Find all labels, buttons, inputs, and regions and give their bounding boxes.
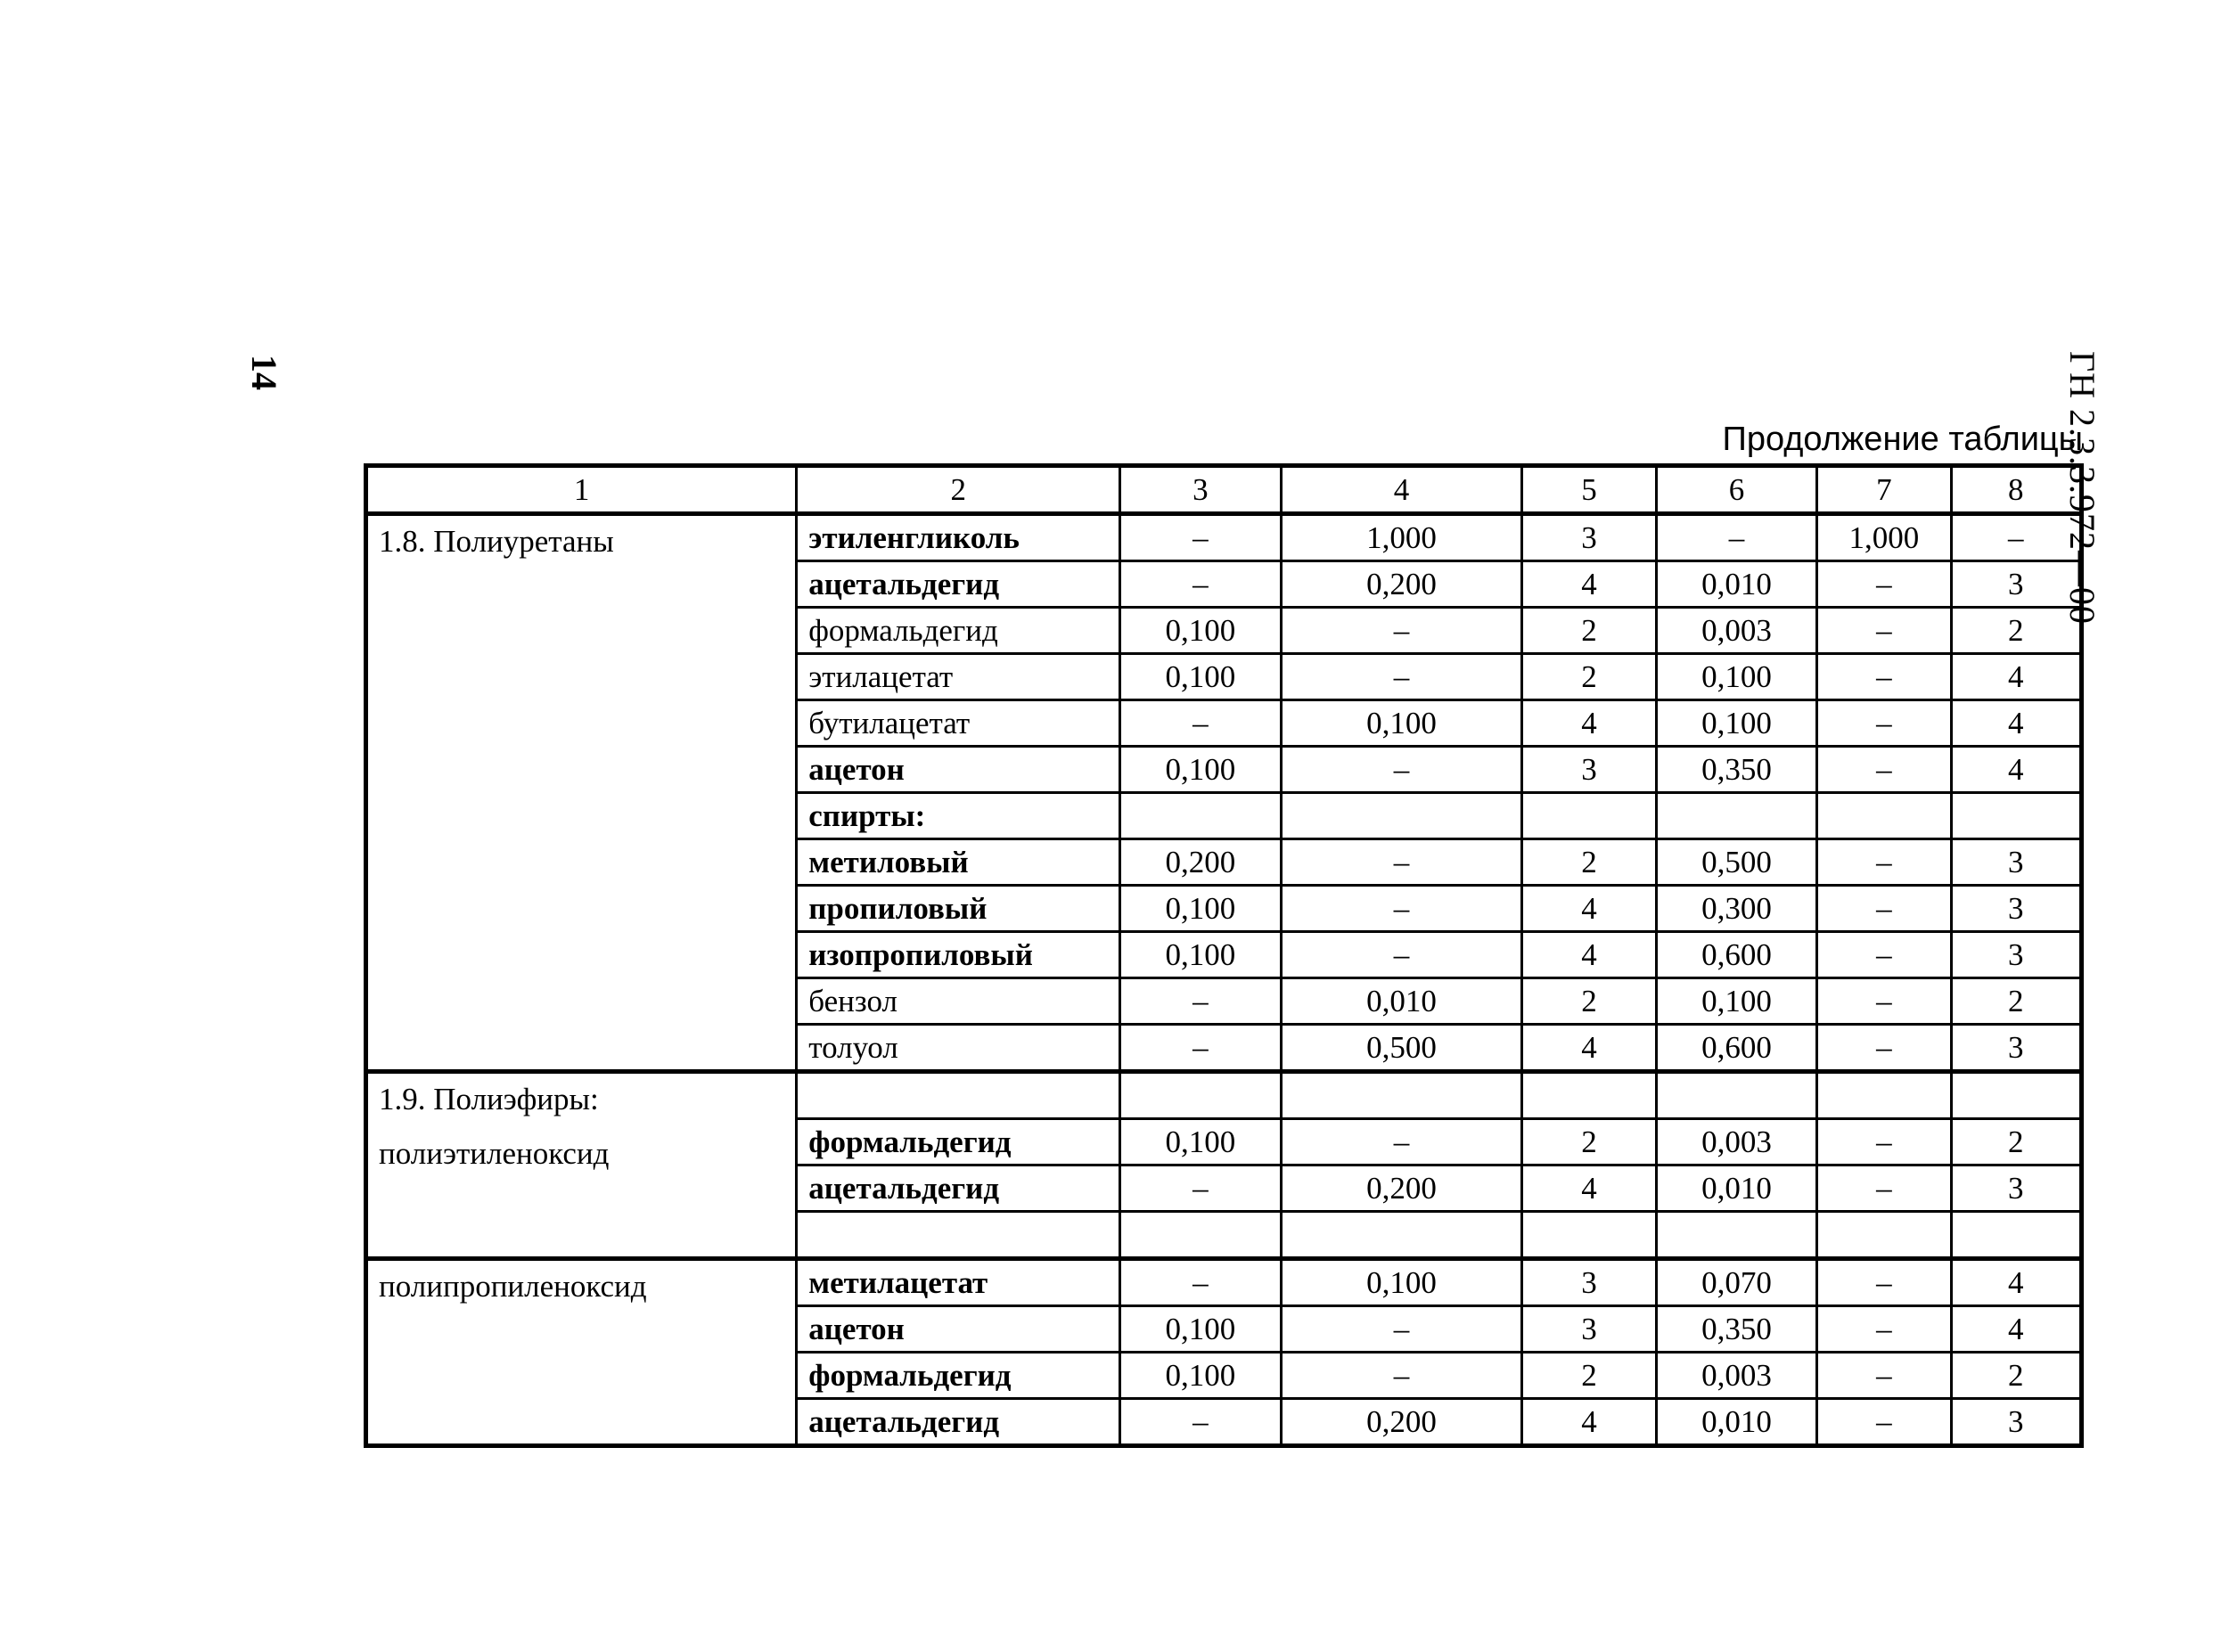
group-label: 1.8. Полиуретаны	[379, 524, 614, 559]
value-cell-c7: –	[1817, 700, 1951, 747]
value-cell-c7	[1817, 793, 1951, 839]
value-cell-c3: –	[1120, 1399, 1281, 1446]
substance-name-cell: изопропиловый	[797, 932, 1120, 978]
header-cell: 7	[1817, 466, 1951, 514]
value-cell-c8: –	[1951, 514, 2081, 561]
substance-name-cell	[797, 1212, 1120, 1259]
value-cell-c6	[1656, 1212, 1816, 1259]
value-cell-c8: 2	[1951, 1119, 2081, 1165]
value-cell-c3: 0,100	[1120, 654, 1281, 700]
value-cell-c8: 2	[1951, 608, 2081, 654]
substance-name-cell: этиленгликоль	[797, 514, 1120, 561]
substance-name-cell: этилацетат	[797, 654, 1120, 700]
value-cell-c4: –	[1281, 1306, 1522, 1353]
substance-name-cell: бутилацетат	[797, 700, 1120, 747]
value-cell-c7: –	[1817, 561, 1951, 608]
value-cell-c6: 0,070	[1656, 1259, 1816, 1306]
value-cell-c5: 2	[1522, 608, 1656, 654]
value-cell-c7: –	[1817, 932, 1951, 978]
value-cell-c3: 0,100	[1120, 932, 1281, 978]
substance-name-cell: метилацетат	[797, 1259, 1120, 1306]
value-cell-c7: –	[1817, 1165, 1951, 1212]
value-cell-c4: 0,200	[1281, 1399, 1522, 1446]
value-cell-c3: 0,100	[1120, 1353, 1281, 1399]
value-cell-c6: 0,010	[1656, 1399, 1816, 1446]
value-cell-c6: 0,350	[1656, 747, 1816, 793]
group-label: полиэтиленоксид	[379, 1136, 610, 1171]
value-cell-c7: 1,000	[1817, 514, 1951, 561]
value-cell-c8: 4	[1951, 654, 2081, 700]
value-cell-c6	[1656, 793, 1816, 839]
value-cell-c7: –	[1817, 1119, 1951, 1165]
table-caption: Продолжение таблицы	[1722, 421, 2083, 458]
value-cell-c5: 4	[1522, 700, 1656, 747]
value-cell-c6	[1656, 1072, 1816, 1119]
value-cell-c3: 0,100	[1120, 1306, 1281, 1353]
substance-name-cell: формальдегид	[797, 608, 1120, 654]
header-cell: 2	[797, 466, 1120, 514]
substance-name-cell: формальдегид	[797, 1353, 1120, 1399]
value-cell-c4: –	[1281, 932, 1522, 978]
value-cell-c6: 0,003	[1656, 1353, 1816, 1399]
value-cell-c8: 4	[1951, 1306, 2081, 1353]
value-cell-c4	[1281, 1072, 1522, 1119]
value-cell-c5: 2	[1522, 839, 1656, 886]
value-cell-c4: –	[1281, 1119, 1522, 1165]
value-cell-c5: 3	[1522, 747, 1656, 793]
substance-name-cell: метиловый	[797, 839, 1120, 886]
value-cell-c4: –	[1281, 1353, 1522, 1399]
value-cell-c4: –	[1281, 839, 1522, 886]
substance-name-cell: ацетальдегид	[797, 561, 1120, 608]
value-cell-c8: 3	[1951, 561, 2081, 608]
value-cell-c4	[1281, 1212, 1522, 1259]
document-code: ГН 2.3.3.972—00	[2062, 351, 2102, 626]
value-cell-c5: 2	[1522, 1353, 1656, 1399]
value-cell-c3: –	[1120, 978, 1281, 1025]
header-cell: 8	[1951, 466, 2081, 514]
value-cell-c4: –	[1281, 886, 1522, 932]
value-cell-c5: 4	[1522, 561, 1656, 608]
substance-name-cell	[797, 1072, 1120, 1119]
header-cell: 1	[366, 466, 797, 514]
value-cell-c8: 3	[1951, 932, 2081, 978]
value-cell-c6: 0,350	[1656, 1306, 1816, 1353]
value-cell-c3: –	[1120, 514, 1281, 561]
value-cell-c8: 4	[1951, 747, 2081, 793]
value-cell-c7	[1817, 1212, 1951, 1259]
value-cell-c7: –	[1817, 978, 1951, 1025]
value-cell-c8: 2	[1951, 978, 2081, 1025]
value-cell-c5	[1522, 793, 1656, 839]
value-cell-c3	[1120, 1212, 1281, 1259]
value-cell-c3: –	[1120, 700, 1281, 747]
header-cell: 5	[1522, 466, 1656, 514]
value-cell-c7: –	[1817, 654, 1951, 700]
value-cell-c4: –	[1281, 747, 1522, 793]
value-cell-c5: 3	[1522, 1259, 1656, 1306]
value-cell-c8: 3	[1951, 886, 2081, 932]
group-label-cell	[366, 1259, 797, 1446]
value-cell-c7: –	[1817, 1259, 1951, 1306]
value-cell-c7: –	[1817, 1025, 1951, 1072]
value-cell-c5: 3	[1522, 514, 1656, 561]
data-table	[364, 463, 2084, 1448]
value-cell-c8	[1951, 1212, 2081, 1259]
value-cell-c5: 3	[1522, 1306, 1656, 1353]
value-cell-c6: 0,300	[1656, 886, 1816, 932]
value-cell-c5: 2	[1522, 978, 1656, 1025]
table-row	[366, 1259, 2082, 1306]
substance-name-cell: ацетон	[797, 747, 1120, 793]
value-cell-c3: –	[1120, 1259, 1281, 1306]
header-cell: 6	[1656, 466, 1816, 514]
value-cell-c6: 0,003	[1656, 608, 1816, 654]
value-cell-c8: 4	[1951, 700, 2081, 747]
group-label-cell	[366, 514, 797, 1072]
value-cell-c4: 0,010	[1281, 978, 1522, 1025]
value-cell-c7: –	[1817, 839, 1951, 886]
page-number: 14	[244, 355, 284, 390]
value-cell-c4: 1,000	[1281, 514, 1522, 561]
substance-name-cell: ацетон	[797, 1306, 1120, 1353]
value-cell-c8: 2	[1951, 1353, 2081, 1399]
value-cell-c8	[1951, 1072, 2081, 1119]
value-cell-c7: –	[1817, 1306, 1951, 1353]
value-cell-c4: 0,100	[1281, 1259, 1522, 1306]
value-cell-c8: 3	[1951, 1165, 2081, 1212]
substance-name-cell: формальдегид	[797, 1119, 1120, 1165]
value-cell-c4: –	[1281, 608, 1522, 654]
value-cell-c3: 0,100	[1120, 608, 1281, 654]
value-cell-c7: –	[1817, 747, 1951, 793]
value-cell-c3	[1120, 793, 1281, 839]
value-cell-c3: 0,200	[1120, 839, 1281, 886]
value-cell-c3: –	[1120, 1025, 1281, 1072]
value-cell-c3: –	[1120, 561, 1281, 608]
header-cell: 4	[1281, 466, 1522, 514]
table-row	[366, 514, 2082, 561]
value-cell-c7: –	[1817, 1399, 1951, 1446]
value-cell-c6: 0,100	[1656, 700, 1816, 747]
value-cell-c5: 4	[1522, 932, 1656, 978]
value-cell-c6: 0,600	[1656, 1025, 1816, 1072]
substance-name-cell: ацетальдегид	[797, 1165, 1120, 1212]
value-cell-c6: 0,100	[1656, 978, 1816, 1025]
value-cell-c5: 4	[1522, 1165, 1656, 1212]
value-cell-c5: 4	[1522, 1025, 1656, 1072]
value-cell-c6: –	[1656, 514, 1816, 561]
group-label: 1.9. Полиэфиры:	[379, 1082, 599, 1116]
value-cell-c6: 0,010	[1656, 561, 1816, 608]
value-cell-c4: 0,200	[1281, 561, 1522, 608]
header-cell: 3	[1120, 466, 1281, 514]
value-cell-c7: –	[1817, 886, 1951, 932]
value-cell-c5: 4	[1522, 1399, 1656, 1446]
value-cell-c3: 0,100	[1120, 886, 1281, 932]
value-cell-c3: 0,100	[1120, 747, 1281, 793]
value-cell-c8: 4	[1951, 1259, 2081, 1306]
substance-name-cell: толуол	[797, 1025, 1120, 1072]
value-cell-c5: 4	[1522, 886, 1656, 932]
value-cell-c6: 0,003	[1656, 1119, 1816, 1165]
value-cell-c6: 0,500	[1656, 839, 1816, 886]
value-cell-c3: –	[1120, 1165, 1281, 1212]
group-label-cell	[366, 1072, 797, 1259]
substance-name-cell: бензол	[797, 978, 1120, 1025]
table-body	[366, 466, 2082, 1446]
value-cell-c4	[1281, 793, 1522, 839]
value-cell-c4: 0,100	[1281, 700, 1522, 747]
value-cell-c6: 0,600	[1656, 932, 1816, 978]
value-cell-c5	[1522, 1072, 1656, 1119]
value-cell-c3	[1120, 1072, 1281, 1119]
value-cell-c8: 3	[1951, 1025, 2081, 1072]
value-cell-c6: 0,010	[1656, 1165, 1816, 1212]
table-row	[366, 1072, 2082, 1119]
value-cell-c7: –	[1817, 608, 1951, 654]
group-label: полипропиленоксид	[379, 1269, 647, 1304]
value-cell-c3: 0,100	[1120, 1119, 1281, 1165]
value-cell-c4: 0,500	[1281, 1025, 1522, 1072]
value-cell-c7	[1817, 1072, 1951, 1119]
substance-name-cell: спирты:	[797, 793, 1120, 839]
substance-name-cell: ацетальдегид	[797, 1399, 1120, 1446]
substance-name-cell: пропиловый	[797, 886, 1120, 932]
value-cell-c5	[1522, 1212, 1656, 1259]
value-cell-c8: 3	[1951, 1399, 2081, 1446]
value-cell-c4: –	[1281, 654, 1522, 700]
header-row	[366, 466, 2082, 514]
value-cell-c4: 0,200	[1281, 1165, 1522, 1212]
value-cell-c8	[1951, 793, 2081, 839]
value-cell-c6: 0,100	[1656, 654, 1816, 700]
value-cell-c5: 2	[1522, 1119, 1656, 1165]
value-cell-c5: 2	[1522, 654, 1656, 700]
value-cell-c7: –	[1817, 1353, 1951, 1399]
value-cell-c8: 3	[1951, 839, 2081, 886]
